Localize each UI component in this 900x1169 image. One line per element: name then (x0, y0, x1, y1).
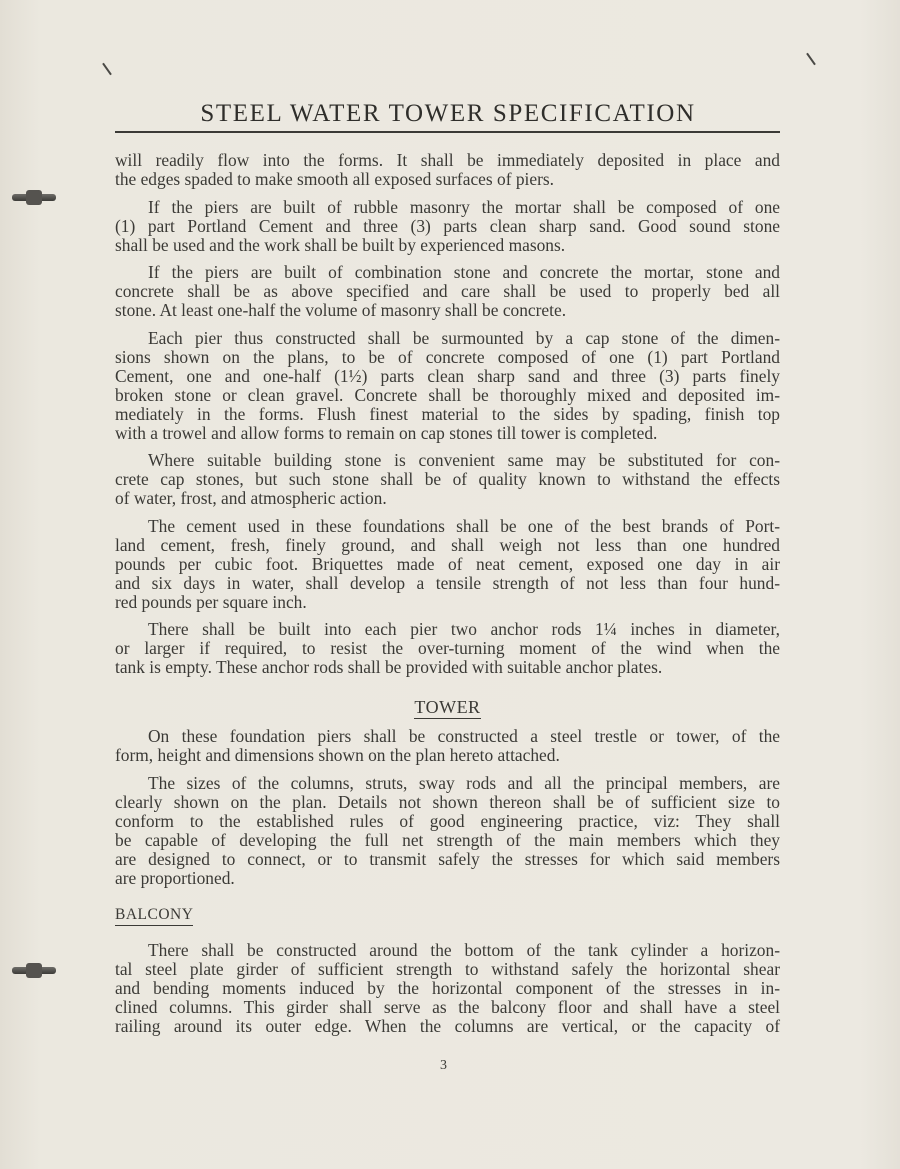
text-line: Each pier thus constructed shall be surmounted by a cap stone of the dimen- (148, 327, 780, 348)
paragraph (115, 517, 780, 612)
text-line: (1) part Portland Cement and three (3) parts clean sharp sand. Good sound stone (115, 215, 780, 236)
paragraph (115, 151, 780, 189)
paragraph (115, 329, 780, 443)
text-line: clined columns. This girder shall serve as the balcony floor and shall have a steel (115, 996, 780, 1017)
title-rule (115, 131, 780, 133)
text-line: conform to the established rules of good engineering practice, viz: They shall (115, 810, 780, 831)
binder-clip (12, 194, 56, 201)
text-line: The cement used in these foundations shall be one of the best brands of Port- (148, 515, 780, 536)
paragraph (115, 774, 780, 888)
text-line: and six days in water, shall develop a tensile strength of not less than four hund- (115, 572, 780, 593)
text-line: On these foundation piers shall be constructed a steel trestle or tower, of the (148, 726, 780, 746)
text-line: red pounds per square inch. (115, 591, 307, 612)
paragraph (115, 727, 780, 765)
page-title: STEEL WATER TOWER SPECIFICATION (200, 100, 696, 127)
text-line: mediately in the forms. Flush finest material to the sides by spading, finish top (115, 403, 780, 424)
text-line: clearly shown on the plan. Details not shown thereon shall be of sufficient size to (115, 791, 780, 812)
text-line: tank is empty. These anchor rods shall be provided with suitable anchor plates. (115, 657, 663, 677)
text-line: If the piers are built of rubble masonry the mortar shall be composed of one (148, 196, 780, 217)
text-line: broken stone or clean gravel. Concrete shall be thoroughly mixed and deposited im- (115, 384, 780, 405)
paragraph (115, 451, 780, 508)
text-line: railing around its outer edge. When the columns are vertical, or the capacity of (115, 1015, 780, 1036)
text-line: Cement, one and one-half (1½) parts clean sharp sand and three (3) parts finely (115, 365, 780, 386)
section-heading-tower (115, 695, 780, 719)
text-line: and bending moments induced by the horizontal component of the stresses in in- (115, 977, 780, 998)
text-line: Where suitable building stone is convenient same may be substituted for con- (148, 450, 780, 470)
text-line: form, height and dimensions shown on the plan hereto attached. (115, 745, 560, 765)
text-line: are designed to connect, or to transmit safely the stresses for which said members (115, 848, 780, 869)
text-line: crete cap stones, but such stone shall be of quality known to withstand the effects (115, 469, 780, 489)
paragraph (115, 263, 780, 320)
text-line: of water, frost, and atmospheric action. (115, 488, 387, 508)
text-line: stone. At least one-half the volume of masonry shall be concrete. (115, 300, 567, 320)
text-line: the edges spaded to make smooth all exposed surfaces of piers. (115, 169, 554, 189)
text-line: If the piers are built of combination stone and concrete the mortar, stone and (148, 262, 780, 282)
page-number: 3 (440, 1058, 447, 1073)
text-line: sions shown on the plans, to be of concrete composed of one (1) part Portland (115, 346, 780, 367)
paragraph (115, 941, 780, 1036)
text-line: pounds per cubic foot. Briquettes made of neat cement, exposed one day in air (115, 553, 780, 574)
text-line: The sizes of the columns, struts, sway rods and all the principal members, are (148, 772, 780, 793)
text-line: be capable of developing the full net strength of the main members which they (115, 829, 780, 850)
section-heading-text: BALCONY (115, 906, 193, 926)
text-line: concrete shall be as above specified and care shall be used to properly bed all (115, 281, 780, 301)
text-line: are proportioned. (115, 867, 235, 888)
text-line: will readily flow into the forms. It shall be immediately deposited in place and (115, 150, 780, 170)
document-body (115, 151, 780, 1044)
text-line: shall be used and the work shall be built by experienced masons. (115, 234, 566, 255)
text-line: land cement, fresh, finely ground, and shall weigh not less than one hundred (115, 534, 780, 555)
section-heading-text: TOWER (414, 697, 481, 717)
paragraph (115, 198, 780, 255)
text-line: There shall be built into each pier two anchor rods 1¼ inches in diameter, (148, 619, 780, 639)
text-line: tal steel plate girder of sufficient strength to withstand safely the horizontal shear (115, 958, 780, 979)
text-line: or larger if required, to resist the over-turning moment of the wind when the (115, 638, 780, 658)
binder-clip (12, 967, 56, 974)
paragraph (115, 620, 780, 677)
section-heading-balcony (115, 904, 780, 926)
text-line: There shall be constructed around the bottom of the tank cylinder a horizon- (148, 939, 780, 960)
text-line: with a trowel and allow forms to remain on cap stones till tower is completed. (115, 422, 658, 443)
